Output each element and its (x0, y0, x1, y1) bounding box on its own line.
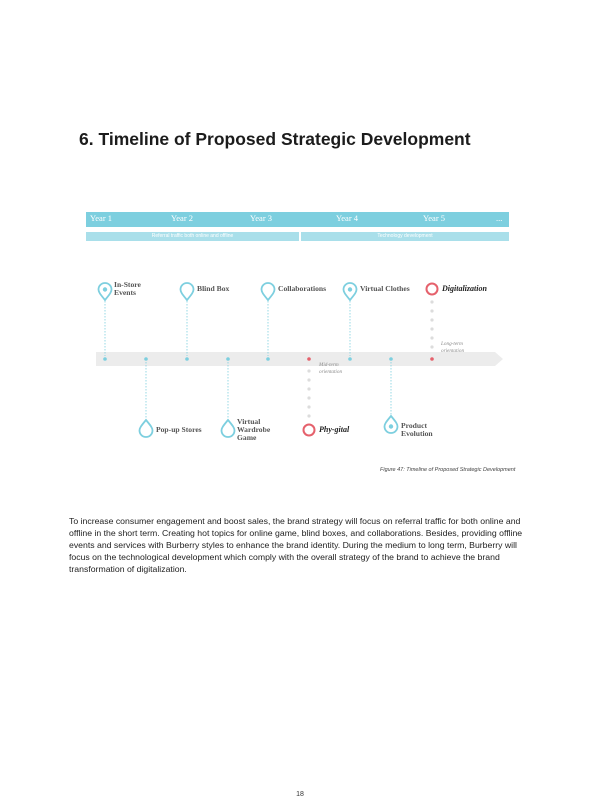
event-virtual-clothes: Virtual Clothes (360, 284, 410, 293)
event-phy-gital: Phy-gital (319, 425, 350, 434)
timeline-dot (266, 357, 270, 361)
digitalization-ring-icon (427, 284, 438, 295)
year-label: Year 5 (423, 213, 446, 223)
location-pin-icon (181, 283, 194, 300)
location-pin-icon (262, 283, 275, 300)
location-pin-icon (140, 420, 153, 437)
year-label: Year 2 (171, 213, 194, 223)
year-label: Year 3 (250, 213, 273, 223)
phase-short-term: Referral traffic both online and offline (86, 232, 299, 241)
event-pop-up-stores: Pop-up Stores (156, 425, 202, 434)
event-product-evolution: Product Evolution (401, 421, 433, 438)
timeline-dot (103, 357, 107, 361)
year-label: Year 1 (90, 213, 113, 223)
year-label: ... (496, 213, 503, 223)
event-digitalization: Digitalization (442, 284, 487, 293)
mid-term-orientation-note: Mid-term orientation (319, 362, 343, 375)
figure-caption: Figure 47: Timeline of Proposed Strategic Development (380, 467, 516, 473)
event-virtual-wardrobe-game: Virtual Wardrobe Game (237, 417, 271, 442)
timeline-dot (144, 357, 148, 361)
location-pin-icon (222, 420, 235, 437)
timeline-dot (307, 357, 311, 361)
phygital-ring-icon (304, 425, 315, 436)
timeline-dot (430, 357, 434, 361)
year-label: Year 4 (336, 213, 359, 223)
year-bar (86, 212, 509, 227)
phase-long-term: Technology development (301, 232, 509, 241)
event-in-store-events: In-Store Events (114, 280, 141, 297)
long-term-orientation-note: Long-term orientation (441, 341, 465, 354)
timeline-dot (389, 357, 393, 361)
timeline-dot (226, 357, 230, 361)
event-collaborations: Collaborations (278, 284, 327, 293)
timeline-dot (348, 357, 352, 361)
page-title: 6. Timeline of Proposed Strategic Development (79, 129, 471, 149)
body-paragraph: To increase consumer engagement and boost sales, the brand strategy will focus on referral traffic for both online and offline in the short term. Creating hot topics for online game, blind boxes, and collaborations. Besides, providing offline events and services with Burberry styles to enhance the brand identity. During the medium to long term, Burberry will focus on the technological development which comply with the overall strategy of the brand to achieve the brand transformation of digitalization. (69, 516, 523, 574)
page-number: 18 (296, 791, 304, 798)
event-blind-box: Blind Box (197, 284, 230, 293)
timeline-dot (185, 357, 189, 361)
